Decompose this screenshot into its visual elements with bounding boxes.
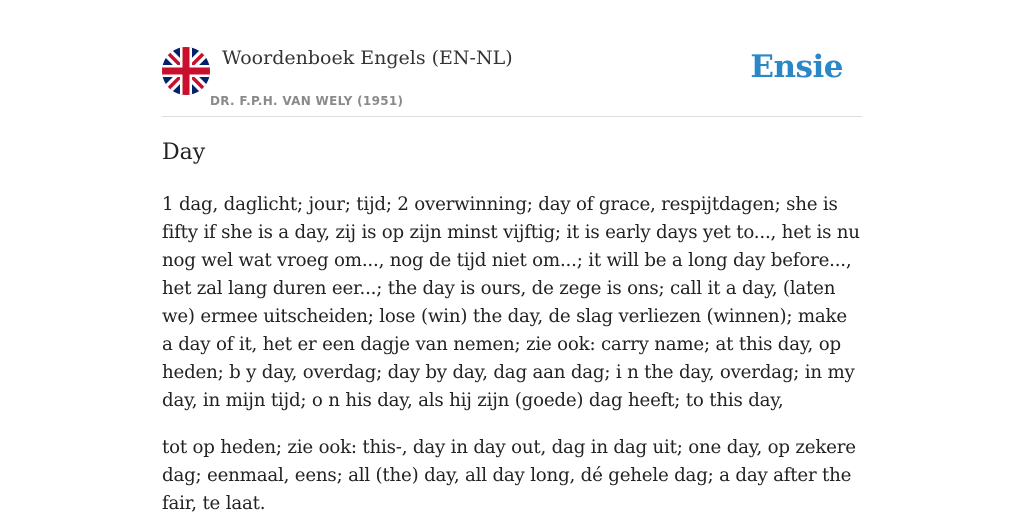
dictionary-header [162,44,862,117]
ensie-logo[interactable]: Ensie [750,49,843,85]
definition-paragraph: tot op heden; zie ook: this-, day in day out, dag in dag uit; one day, op zekere dag; eenmaal, eens; all (the) day, all day long, dé gehele dag; a day after the fair, te laat. [162,437,856,512]
entry-definition [162,191,862,512]
entry-title: Day [162,140,206,165]
dictionary-author: DR. F.P.H. VAN WELY (1951) [210,94,404,108]
uk-flag-icon [162,47,210,95]
dictionary-title[interactable]: Woordenboek Engels (EN-NL) [222,47,513,69]
definition-paragraph: 1 dag, daglicht; jour; tijd; 2 overwinning; day of grace, respijtdagen; she is fifty if she is a day, zij is op zijn minst vijftig; it is early days yet to..., het is nu nog wel wat vroeg om..., nog de tijd niet om...; it will be a long day before..., het zal lang duren eer...; the day is ours, de zege is ons; call it a day, (laten we) ermee uitscheiden; lose (win) the day, de slag verliezen (winnen); make a day of it, het er een dagje van nemen; zie ook: carry name; at this day, op heden; b y day, overdag; day by day, dag aan dag; i n the day, overdag; in my day, in mijn tijd; o n his day, als hij zijn (goede) dag heeft; to this day, [162,194,860,411]
